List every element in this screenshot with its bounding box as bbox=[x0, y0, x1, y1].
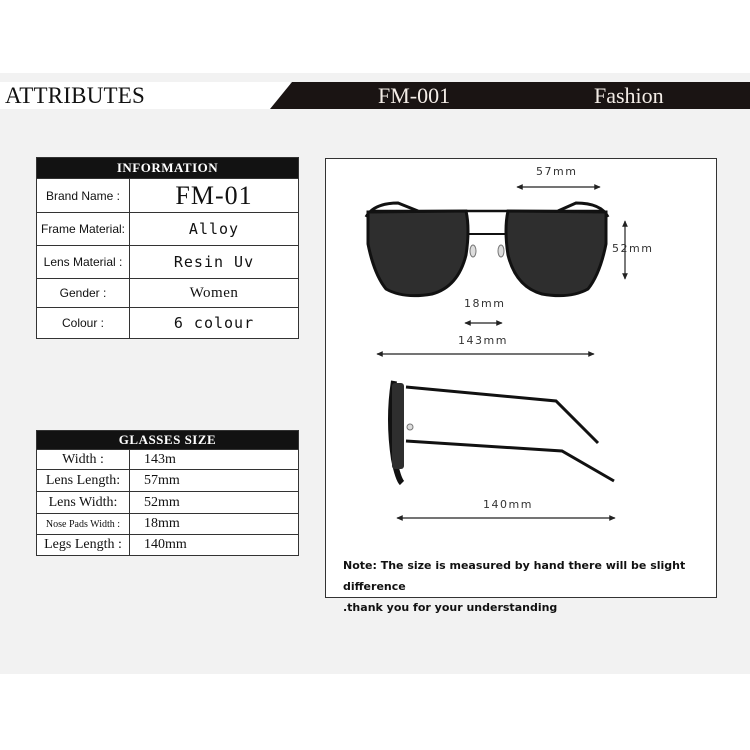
upper-leg bbox=[406, 387, 598, 443]
lens-material-value: Resin Uv bbox=[130, 246, 299, 279]
information-heading: INFORMATION bbox=[37, 158, 299, 179]
side-lens bbox=[392, 383, 404, 469]
table-row bbox=[37, 246, 299, 279]
banner-dark-strip bbox=[270, 82, 750, 109]
nose-pads-width-label: Nose Pads Width : bbox=[37, 514, 130, 535]
gender-label: Gender : bbox=[37, 279, 130, 308]
attributes-banner bbox=[0, 82, 750, 109]
right-nose-pad bbox=[498, 245, 504, 257]
glasses-drawing bbox=[326, 159, 718, 599]
lower-leg bbox=[406, 441, 614, 481]
measurement-note bbox=[343, 555, 715, 618]
legs-length-value: 140mm bbox=[130, 535, 299, 556]
nose-pads-width-value: 18mm bbox=[130, 514, 299, 535]
width-value: 143m bbox=[130, 450, 299, 470]
left-lens bbox=[368, 211, 468, 296]
size-diagram bbox=[325, 158, 717, 614]
note-line-1: Note: The size is measured by hand there will be slight difference bbox=[343, 559, 686, 593]
lens-width-label: Lens Width: bbox=[37, 492, 130, 514]
legs-length-label: Legs Length : bbox=[37, 535, 130, 556]
lens-length-value: 57mm bbox=[130, 470, 299, 492]
lens-length-label: Lens Length: bbox=[37, 470, 130, 492]
model-title: FM-001 bbox=[378, 83, 451, 108]
gender-value: Women bbox=[130, 279, 299, 308]
table-row bbox=[37, 213, 299, 246]
table-row bbox=[37, 450, 299, 470]
table-row bbox=[37, 279, 299, 308]
table-row bbox=[37, 514, 299, 535]
left-nose-pad bbox=[470, 245, 476, 257]
lens-material-label: Lens Material : bbox=[37, 246, 130, 279]
note-line-2: .thank you for your understanding bbox=[343, 601, 558, 614]
table-row bbox=[37, 179, 299, 213]
table-row bbox=[37, 308, 299, 339]
brand-name-label: Brand Name : bbox=[37, 179, 130, 213]
total-width-label: 143mm bbox=[458, 334, 508, 347]
table-row bbox=[37, 470, 299, 492]
leg-length-label: 140mm bbox=[483, 498, 533, 511]
bridge-width-label: 18mm bbox=[464, 297, 506, 310]
table-row bbox=[37, 535, 299, 556]
category-title: Fashion bbox=[594, 83, 664, 108]
lens-length-label: 57mm bbox=[536, 165, 578, 178]
glasses-size-heading: GLASSES SIZE bbox=[37, 431, 299, 450]
colour-value: 6 colour bbox=[130, 308, 299, 339]
right-lens bbox=[506, 211, 606, 296]
attributes-title: ATTRIBUTES bbox=[5, 83, 145, 108]
colour-label: Colour : bbox=[37, 308, 130, 339]
lens-width-value: 52mm bbox=[130, 492, 299, 514]
width-label: Width : bbox=[37, 450, 130, 470]
lens-height-label: 52mm bbox=[612, 242, 654, 255]
hinge-dot bbox=[407, 424, 413, 430]
glasses-size-table bbox=[36, 430, 299, 556]
brand-name-value: FM-01 bbox=[130, 179, 299, 213]
frame-material-value: Alloy bbox=[130, 213, 299, 246]
table-row bbox=[37, 492, 299, 514]
information-table bbox=[36, 157, 299, 339]
frame-material-label: Frame Material: bbox=[37, 213, 130, 246]
